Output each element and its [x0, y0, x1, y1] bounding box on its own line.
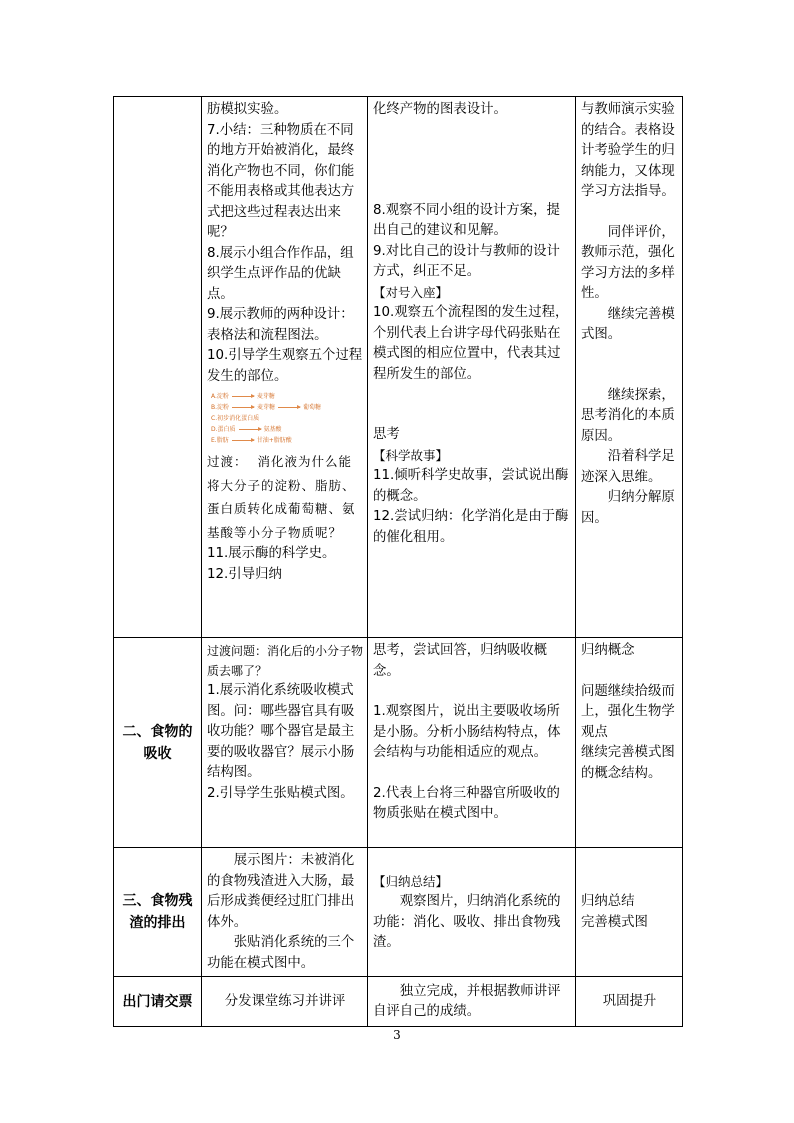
student-activity-cell: 【归纳总结】 观察图片，归纳消化系统的功能：消化、吸收、排出食物残渣。 — [368, 848, 576, 977]
lesson-plan-table — [113, 96, 683, 1027]
teacher-activity-cell: 过渡问题：消化后的小分子物质去哪了？ 1.展示消化系统吸收模式图。问：哪些器官具有吸收功能？哪个器官是最主要的吸收器官？展示小肠结构图。 2.引导学生张贴模式图。 — [202, 638, 368, 848]
teacher-activity-cell: 展示图片：未被消化的食物残渣进入大肠，最后形成粪便经过肛门排出体外。 张贴消化系统的三个功能在模式图中。 — [202, 848, 368, 977]
arrow-icon — [232, 407, 254, 408]
section-title: 三、食物残渣的排出 — [114, 848, 202, 977]
arrow-icon — [239, 429, 261, 430]
student-activity-cell: 化终产物的图表设计。 8.观察不同小组的设计方案，提出自己的建议和见解。 9.对比自己的设计与教师的设计方式，纠正不足。 【对号入座】 10.观察五个流程图的发生过程，个别代表上台讲字母代码张贴在模式图的相应位置中，代表其过程所发生的部位。 思考 【科学故事】 11.倾听科学史故事，尝试说出酶的概念。 12.尝试归纳：化学消化是由于酶的催化租用。 — [368, 97, 576, 638]
table-row — [114, 848, 683, 977]
design-intent-cell: 归纳总结 完善模式图 — [576, 848, 683, 977]
table-row — [114, 97, 683, 638]
design-intent-cell: 巩固提升 — [576, 977, 683, 1027]
flow-row-d: D.蛋白质 氨基酸 — [211, 425, 282, 433]
arrow-icon — [278, 407, 300, 408]
page-number: 3 — [393, 1028, 401, 1042]
section-title: 二、食物的吸收 — [114, 638, 202, 848]
student-activity-cell: 独立完成，并根据教师讲评自评自己的成绩。 — [368, 977, 576, 1027]
teacher-activity-cell: 分发课堂练习并讲评 — [202, 977, 368, 1027]
flow-row-e: E.脂肪 甘油+脂肪酸 — [211, 436, 292, 444]
section-cell-empty — [114, 97, 202, 638]
transition-text: 过渡： 消化液为什么能将大分子的淀粉、脂肪、蛋白质转化成葡萄糖、氨基酸等小分子物质呢？ — [207, 454, 356, 540]
teacher-activity-cell: 肪模拟实验。 7.小结：三种物质在不同的地方开始被消化，最终消化产物也不同，你们能不能用表格或其他表达方式把这些过程表达出来呢？ 8.展示小组合作作品，组织学生点评作品的优缺点。 9.展示教师的两种设计：表格法和流程图法。 10.引导学生观察五个过程发生的部位。 A.淀粉 麦芽糖 B.淀粉 麦芽糖 葡萄糖 C.初步消化蛋白质 D.蛋白质 氨基酸 E.脂肪 甘油+脂肪酸 过渡： 消化液为什么能将大分子的淀粉、脂肪、蛋白质转化成葡萄糖、氨基酸等小分子物质呢？ 11.展示酶的科学史。 12.引导归纳 — [202, 97, 368, 638]
arrow-icon — [232, 396, 254, 397]
table-row — [114, 977, 683, 1027]
arrow-icon — [232, 440, 254, 441]
design-intent-cell: 与教师演示实验的结合。表格设计考验学生的归纳能力，又体现学习方法指导。 同伴评价，教师示范，强化学习方法的多样性。 继续完善模式图。 继续探索，思考消化的本质原因。 沿着科学足迹深入思维。 归纳分解原因。 — [576, 97, 683, 638]
flow-row-a: A.淀粉 麦芽糖 — [211, 392, 275, 400]
section-title: 出门请交票 — [114, 977, 202, 1027]
flowchart-figure — [211, 391, 363, 446]
student-activity-cell: 思考，尝试回答，归纳吸收概念。 1.观察图片，说出主要吸收场所是小肠。分析小肠结构特点，体会结构与功能相适应的观点。 2.代表上台将三种器官所吸收的物质张贴在模式图中。 — [368, 638, 576, 848]
flow-row-b: B.淀粉 麦芽糖 葡萄糖 — [211, 403, 322, 411]
design-intent-cell: 归纳概念 问题继续拾级而上，强化生物学观点 继续完善模式图的概念结构。 — [576, 638, 683, 848]
table-row — [114, 638, 683, 848]
flow-row-c: C.初步消化蛋白质 — [211, 414, 260, 422]
